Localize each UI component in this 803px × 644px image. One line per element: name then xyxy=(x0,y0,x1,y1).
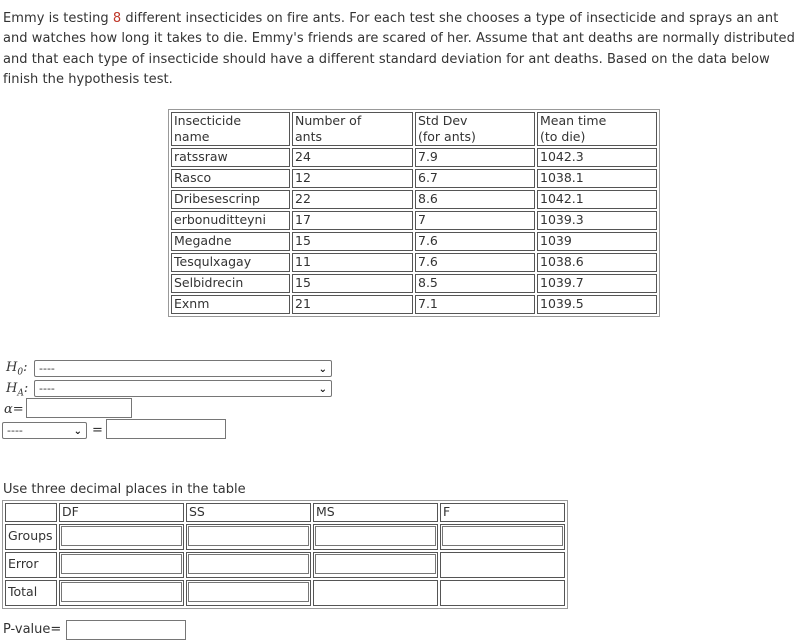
groups-df-input[interactable] xyxy=(61,526,182,546)
alpha-input[interactable] xyxy=(26,398,132,418)
cell-name: Selbidrecin xyxy=(171,274,290,293)
cell-count: 15 xyxy=(292,274,413,293)
anova-caption: Use three decimal places in the table xyxy=(3,482,246,497)
cell-name: Tesqulxagay xyxy=(171,253,290,272)
cell-count: 15 xyxy=(292,232,413,251)
table-row xyxy=(171,211,657,230)
cell-count: 17 xyxy=(292,211,413,230)
anova-corner-cell xyxy=(5,503,57,522)
cell-std-dev: 7.9 xyxy=(415,148,535,167)
anova-table xyxy=(2,500,568,609)
cell-count: 11 xyxy=(292,253,413,272)
header-number-of-ants: Number of ants xyxy=(292,112,413,146)
header-f: F xyxy=(440,503,565,522)
total-ss-input[interactable] xyxy=(188,582,309,602)
header-mean-time: Mean time (to die) xyxy=(537,112,657,146)
table-row xyxy=(171,274,657,293)
equals-sign: = xyxy=(92,423,103,438)
table-row xyxy=(171,253,657,272)
cell-mean: 1039 xyxy=(537,232,657,251)
cell-std-dev: 7.6 xyxy=(415,232,535,251)
cell-std-dev: 7.1 xyxy=(415,295,535,314)
cell-std-dev: 8.6 xyxy=(415,190,535,209)
groups-ms-input[interactable] xyxy=(315,526,436,546)
row-label-groups: Groups xyxy=(5,524,57,550)
error-ms-input[interactable] xyxy=(315,554,436,574)
insecticide-count: 8 xyxy=(112,11,122,26)
header-std-dev: Std Dev (for ants) xyxy=(415,112,535,146)
groups-f-input[interactable] xyxy=(442,526,563,546)
cell-mean: 1038.6 xyxy=(537,253,657,272)
chevron-down-icon: ⌄ xyxy=(318,364,327,375)
table-row xyxy=(171,169,657,188)
error-df-input[interactable] xyxy=(61,554,182,574)
cell-name: Dribesescrinp xyxy=(171,190,290,209)
cell-name: ratssraw xyxy=(171,148,290,167)
cell-std-dev: 8.5 xyxy=(415,274,535,293)
cell-name: Exnm xyxy=(171,295,290,314)
table-row xyxy=(171,295,657,314)
cell-count: 21 xyxy=(292,295,413,314)
header-ms: MS xyxy=(313,503,438,522)
anova-header-row xyxy=(5,503,565,522)
cell-count: 12 xyxy=(292,169,413,188)
cell-mean: 1039.5 xyxy=(537,295,657,314)
insecticide-data-table xyxy=(168,109,660,317)
cell-mean: 1042.1 xyxy=(537,190,657,209)
chevron-down-icon: ⌄ xyxy=(318,384,327,395)
anova-row-error xyxy=(5,552,565,578)
cell-std-dev: 6.7 xyxy=(415,169,535,188)
pvalue-input[interactable] xyxy=(66,620,186,640)
cell-name: Megadne xyxy=(171,232,290,251)
table-header-row xyxy=(171,112,657,146)
test-statistic-select[interactable]: ---- ⌄ xyxy=(2,422,87,439)
cell-mean: 1042.3 xyxy=(537,148,657,167)
header-insecticide-name: Insecticide name xyxy=(171,112,290,146)
table-row xyxy=(171,190,657,209)
cell-name: Rasco xyxy=(171,169,290,188)
test-statistic-input[interactable] xyxy=(106,419,226,439)
table-row xyxy=(171,232,657,251)
cell-mean: 1039.3 xyxy=(537,211,657,230)
ha-select[interactable]: ---- ⌄ xyxy=(34,380,332,397)
pvalue-label: P-value= xyxy=(3,622,62,637)
anova-row-groups xyxy=(5,524,565,550)
header-ss: SS xyxy=(186,503,311,522)
h0-select[interactable]: ---- ⌄ xyxy=(34,360,332,377)
header-df: DF xyxy=(59,503,184,522)
cell-std-dev: 7.6 xyxy=(415,253,535,272)
cell-mean: 1039.7 xyxy=(537,274,657,293)
cell-count: 24 xyxy=(292,148,413,167)
h0-label: $H_0$: xyxy=(6,360,28,378)
cell-mean: 1038.1 xyxy=(537,169,657,188)
cell-name: erbonuditteyni xyxy=(171,211,290,230)
ha-label: $H_A$: xyxy=(6,381,29,399)
row-label-error: Error xyxy=(5,552,57,578)
anova-row-total xyxy=(5,580,565,606)
row-label-total: Total xyxy=(5,580,57,606)
cell-count: 22 xyxy=(292,190,413,209)
chevron-down-icon: ⌄ xyxy=(73,426,82,437)
total-df-input[interactable] xyxy=(61,582,182,602)
alpha-label: α= xyxy=(4,402,24,417)
groups-ss-input[interactable] xyxy=(188,526,309,546)
cell-std-dev: 7 xyxy=(415,211,535,230)
problem-statement: Emmy is testing 8 different insecticides on fire ants. For each test she chooses a type of insecticide and sprays an ant and watches how long it takes to die. Emmy's friends are scared of her. Assume that ant deaths are normally distributed and that each type of insecticide should have a different standard deviation for ant deaths. Based on the data below finish the hypothesis test. xyxy=(3,11,795,87)
table-row xyxy=(171,148,657,167)
error-ss-input[interactable] xyxy=(188,554,309,574)
